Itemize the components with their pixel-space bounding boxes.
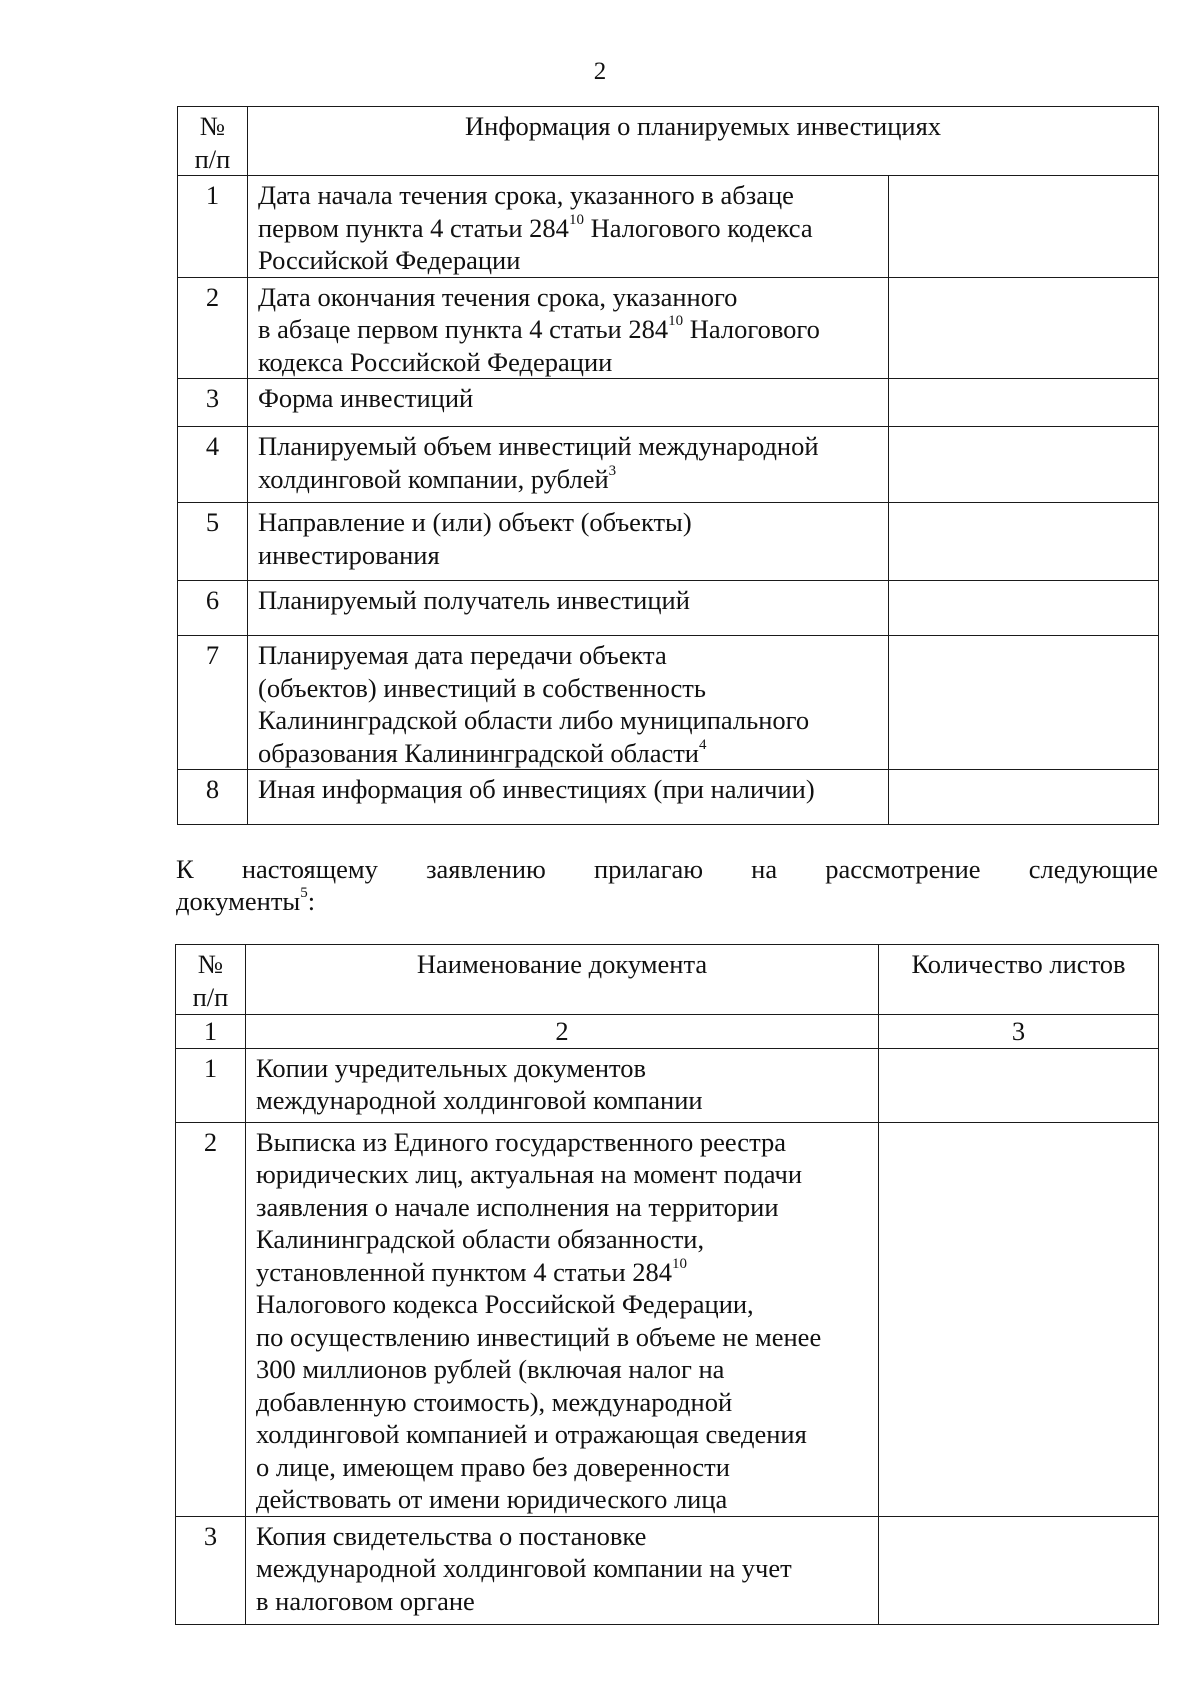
table-header-row — [176, 945, 1159, 1015]
row-number: 6 — [178, 581, 248, 636]
header-number-symbol: № — [199, 111, 226, 141]
page-number: 2 — [593, 58, 607, 85]
column-number-1: 1 — [176, 1015, 246, 1049]
row-number: 7 — [178, 636, 248, 770]
row-number: 5 — [178, 503, 248, 581]
row-value-cell[interactable] — [889, 770, 1159, 825]
header-number-abbrev: п/п — [192, 981, 229, 1012]
row-number: 1 — [176, 1048, 246, 1122]
row-number: 4 — [178, 427, 248, 503]
header-number-cell — [176, 945, 246, 1015]
table-row — [176, 1048, 1159, 1122]
row-description: Форма инвестиций — [248, 379, 889, 427]
row-sheet-count-cell[interactable] — [879, 1048, 1159, 1122]
row-description: Направление и (или) объект (объекты) инвестирования — [248, 503, 889, 581]
header-title: Информация о планируемых инвестициях — [465, 111, 942, 141]
row-description: Планируемый объем инвестиций международной холдинговой компании, рублей$^3$ — [248, 427, 889, 503]
table-row — [178, 176, 1159, 278]
table-row — [178, 379, 1159, 427]
row-description: Дата начала течения срока, указанного в абзаце первом пункта 4 статьи $284^{10}$ Налогового кодекса Российской Федерации — [248, 176, 889, 278]
investment-info-table — [177, 106, 1159, 825]
table-row — [178, 636, 1159, 770]
row-value-cell[interactable] — [889, 379, 1159, 427]
row-document-name: Выписка из Единого государственного реестра юридических лиц, актуальная на момент подачи заявления о начале исполнения на территории Калининградской области обязанности, установленной пунктом 4 статьи $284^{10}$ Налогового кодекса Российской Федерации, по осуществлению инвестиций в объеме не менее 300 миллионов рублей (включая налог на добавленную стоимость), международной холдинговой компанией и отражающая сведения о лице, имеющем право без доверенности действовать от имени юридического лица — [246, 1122, 879, 1516]
row-document-name: Копия свидетельства о постановке международной холдинговой компании на учет в налоговом органе — [246, 1516, 879, 1624]
header-document-name: Наименование документа — [246, 945, 879, 1015]
column-number-3: 3 — [879, 1015, 1159, 1049]
row-value-cell[interactable] — [889, 277, 1159, 379]
row-description: Иная информация об инвестициях (при наличии) — [248, 770, 889, 825]
table-row — [178, 427, 1159, 503]
row-number: 3 — [178, 379, 248, 427]
attachments-paragraph-line-2: документы$^5$: — [176, 885, 316, 916]
documents-table — [175, 944, 1159, 1625]
footnote-marker: 5 — [300, 885, 308, 902]
header-number-symbol: № — [197, 949, 224, 979]
row-value-cell[interactable] — [889, 427, 1159, 503]
row-value-cell[interactable] — [889, 636, 1159, 770]
row-sheet-count-cell[interactable] — [879, 1516, 1159, 1624]
column-numbers-row — [176, 1015, 1159, 1049]
header-number-abbrev: п/п — [194, 143, 231, 174]
table-row — [178, 277, 1159, 379]
table-row — [176, 1122, 1159, 1516]
header-number-cell — [178, 107, 248, 176]
row-description: Планируемый получатель инвестиций — [248, 581, 889, 636]
table-row — [178, 503, 1159, 581]
column-number-2: 2 — [246, 1015, 879, 1049]
row-sheet-count-cell[interactable] — [879, 1122, 1159, 1516]
table-row — [176, 1516, 1159, 1624]
row-value-cell[interactable] — [889, 176, 1159, 278]
table-header-row — [178, 107, 1159, 176]
header-title-cell — [248, 107, 1159, 176]
row-description: Дата окончания течения срока, указанного в абзаце первом пункта 4 статьи $284^{10}$ Налогового кодекса Российской Федерации — [248, 277, 889, 379]
row-number: 1 — [178, 176, 248, 278]
row-document-name: Копии учредительных документов международной холдинговой компании — [246, 1048, 879, 1122]
table-row — [178, 770, 1159, 825]
attachments-paragraph-line-1: К настоящему заявлению прилагаю на рассмотрение следующие — [176, 854, 1158, 884]
row-value-cell[interactable] — [889, 581, 1159, 636]
row-number: 2 — [178, 277, 248, 379]
row-number: 3 — [176, 1516, 246, 1624]
header-sheet-count: Количество листов — [879, 945, 1159, 1015]
row-description: Планируемая дата передачи объекта (объектов) инвестиций в собственность Калининградской области либо муниципального образования Калининградской области$^4$ — [248, 636, 889, 770]
table-row — [178, 581, 1159, 636]
row-value-cell[interactable] — [889, 503, 1159, 581]
row-number: 2 — [176, 1122, 246, 1516]
row-number: 8 — [178, 770, 248, 825]
